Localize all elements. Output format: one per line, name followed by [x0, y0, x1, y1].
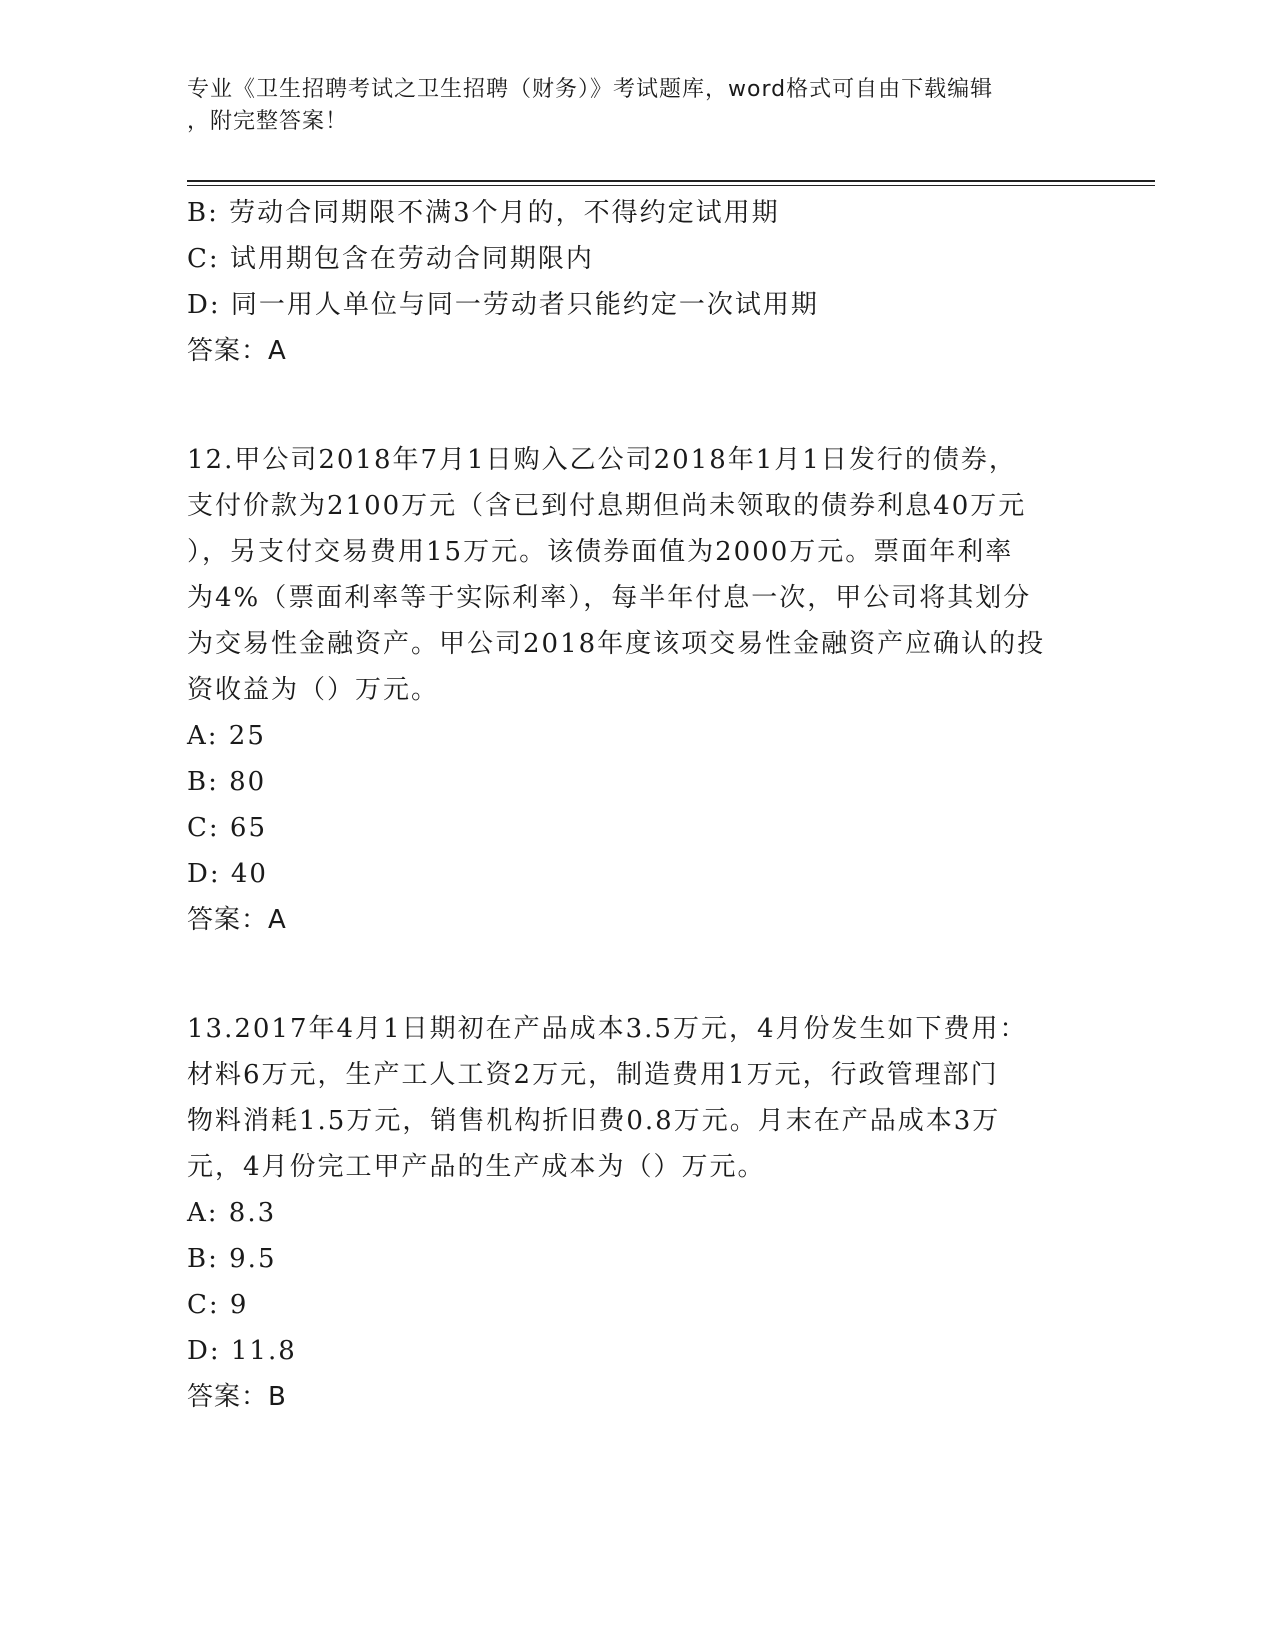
option-b: B: 9.5	[187, 1244, 277, 1274]
question-line: 为4%（票面利率等于实际利率），每半年付息一次，甲公司将其划分	[187, 583, 1032, 613]
question-line: 元，4月份完工甲产品的生产成本为（）万元。	[187, 1152, 766, 1182]
option-b: B: 80	[187, 767, 267, 797]
question-line: 支付价款为2100万元（含已到付息期但尚未领取的债券利息40万元	[187, 491, 1027, 521]
question-line: ），另支付交易费用15万元。该债券面值为2000万元。票面年利率	[187, 537, 1014, 567]
question-13-text	[187, 1006, 1087, 1190]
question-line: 为交易性金融资产。甲公司2018年度该项交易性金融资产应确认的投	[187, 629, 1046, 659]
question-11-continued	[187, 190, 1087, 374]
spacer	[187, 374, 1087, 437]
option-c: C: 9	[187, 1290, 249, 1320]
header-divider-thick	[187, 180, 1155, 182]
option-d: D: 同一用人单位与同一劳动者只能约定一次试用期	[187, 290, 819, 320]
question-13	[187, 1006, 1087, 1420]
question-12-text	[187, 437, 1087, 713]
option-a: A: 25	[187, 721, 266, 751]
question-line: 13.2017年4月1日期初在产品成本3.5万元，4月份发生如下费用：	[187, 1014, 1028, 1044]
document-header	[187, 74, 1067, 138]
option-c: C: 试用期包含在劳动合同期限内	[187, 244, 594, 274]
answer-line: 答案：A	[187, 905, 287, 935]
question-line: 12.甲公司2018年7月1日购入乙公司2018年1月1日发行的债券，	[187, 445, 1017, 475]
spacer	[187, 943, 1087, 1006]
option-d: D: 40	[187, 859, 268, 889]
question-line: 物料消耗1.5万元，销售机构折旧费0.8万元。月末在产品成本3万	[187, 1106, 1001, 1136]
question-line: 资收益为（）万元。	[187, 675, 440, 705]
question-content	[187, 190, 1087, 1420]
question-line: 材料6万元，生产工人工资2万元，制造费用1万元，行政管理部门	[187, 1060, 999, 1090]
option-a: A: 8.3	[187, 1198, 277, 1228]
header-line-1: 专业《卫生招聘考试之卫生招聘（财务）》考试题库，word格式可自由下载编辑	[187, 77, 994, 102]
option-b: B: 劳动合同期限不满3个月的，不得约定试用期	[187, 198, 780, 228]
question-12	[187, 437, 1087, 943]
answer-line: 答案：A	[187, 336, 287, 366]
answer-line: 答案：B	[187, 1382, 287, 1412]
header-divider-thin	[187, 185, 1155, 186]
header-line-2: ，附完整答案！	[187, 109, 349, 134]
option-c: C: 65	[187, 813, 268, 843]
option-d: D: 11.8	[187, 1336, 297, 1366]
